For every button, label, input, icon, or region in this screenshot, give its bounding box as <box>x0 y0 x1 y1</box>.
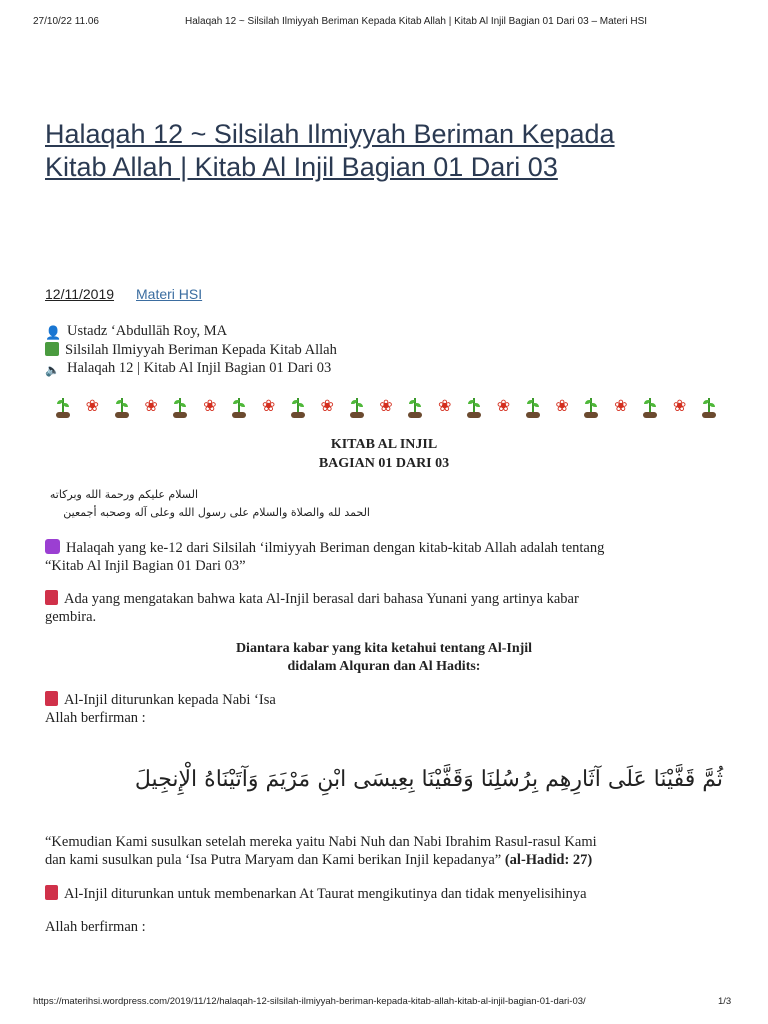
maple-leaf-icon: ❀ <box>496 396 511 415</box>
red-book-icon <box>45 885 58 900</box>
arabic-hamdalah: الحمد لله والصلاة والسلام على رسول الله وعلى آله وصحبه أجمعين <box>63 506 370 519</box>
print-page-number: 1/3 <box>718 996 732 1007</box>
translation-reference: (al-Hadid: 27) <box>504 852 593 868</box>
subheading-line2: didalam Alquran dan Al Hadits: <box>287 659 481 674</box>
translation-line2 <box>45 851 592 869</box>
allah-berfirman: Allah berfirman : <box>45 919 146 935</box>
seedling-icon <box>526 394 540 418</box>
paragraph-intro <box>45 539 604 557</box>
print-url: https://materihsi.wordpress.com/2019/11/12/halaqah-12-silsilah-ilmiyyah-beriman-kepada-kitab-allah-kitab-al-injil-bagian-01-dari-03/ <box>33 996 586 1007</box>
ustadz-name: Ustadz ‘Abdullāh Roy, MA <box>67 323 228 339</box>
green-book-icon <box>45 342 59 356</box>
revelation-line2: Allah berfirman : <box>45 710 146 726</box>
series-name: Silsilah Ilmiyyah Beriman Kepada Kitab Allah <box>65 342 337 358</box>
seedling-icon <box>467 394 481 418</box>
info-halaqah <box>45 359 331 377</box>
maple-leaf-icon: ❀ <box>379 396 393 415</box>
maple-leaf-icon: ❀ <box>437 396 452 415</box>
maple-leaf-icon: ❀ <box>320 396 334 415</box>
etymology-line1: Ada yang mengatakan bahwa kata Al-Injil berasal dari bahasa Yunani yang artinya kabar <box>64 591 579 607</box>
arabic-salam: السلام عليكم ورحمة الله وبركاته <box>49 488 198 501</box>
print-datetime: 27/10/22 11.06 <box>33 16 99 27</box>
seedling-icon <box>232 394 246 418</box>
seedling-icon <box>702 394 716 418</box>
paragraph-confirmation <box>45 885 587 903</box>
maple-leaf-icon: ❀ <box>555 396 569 415</box>
section-heading-line1: KITAB AL INJIL <box>330 437 438 452</box>
seedling-icon <box>56 394 70 418</box>
speaker-icon: 🔈 <box>45 363 60 377</box>
quran-verse: ثُمَّ قَفَّيْنَا عَلَى آثَارِهِم بِرُسُلِنَا وَقَفَّيْنَا بِعِيسَى ابْنِ مَرْيَمَ وَآتَيْنَاهُ الْإِنجِيلَ <box>134 767 723 792</box>
info-series <box>45 341 337 359</box>
post-category-link[interactable]: Materi HSI <box>136 286 203 302</box>
seedling-divider <box>56 388 716 418</box>
intro-line2: “Kitab Al Injil Bagian 01 Dari 03” <box>45 558 246 574</box>
translation-line1: “Kemudian Kami susulkan setelah mereka yaitu Nabi Nuh dan Nabi Ibrahim Rasul-rasul Kami <box>45 834 597 850</box>
post-title[interactable] <box>45 118 685 184</box>
translation-text: dan kami susulkan pula ‘Isa Putra Maryam dan Kami berikan Injil kepadanya” <box>45 852 502 868</box>
seedling-icon <box>173 394 187 418</box>
paragraph-revelation <box>45 691 276 709</box>
paragraph-etymology <box>45 590 579 608</box>
maple-leaf-icon: ❀ <box>261 396 276 415</box>
maple-leaf-icon: ❀ <box>144 396 158 415</box>
subheading-line1: Diantara kabar yang kita ketahui tentang Al-Injil <box>235 641 533 656</box>
post-title-line2[interactable]: Kitab Allah | Kitab Al Injil Bagian 01 Dari 03 <box>45 152 558 182</box>
post-title-line1[interactable]: Halaqah 12 ~ Silsilah Ilmiyyah Beriman Kepada <box>45 119 615 149</box>
section-heading-line2: BAGIAN 01 DARI 03 <box>318 456 450 471</box>
intro-line1: Halaqah yang ke-12 dari Silsilah ‘ilmiyyah Beriman dengan kitab-kitab Allah adalah tentang <box>66 540 605 556</box>
print-page-title: Halaqah 12 ~ Silsilah Ilmiyyah Beriman Kepada Kitab Allah | Kitab Al Injil Bagian 01 Dari 03 – Materi HSI <box>185 16 648 27</box>
seedling-icon <box>350 394 364 418</box>
info-ustadz <box>45 322 227 340</box>
red-book-icon <box>45 590 58 605</box>
confirmation-text: Al-Injil diturunkan untuk membenarkan At Taurat mengikutinya dan tidak menyelisihinya <box>64 886 587 902</box>
seedling-icon <box>584 394 598 418</box>
maple-leaf-icon: ❀ <box>85 396 100 415</box>
revelation-line1: Al-Injil diturunkan kepada Nabi ‘Isa <box>64 692 276 708</box>
seedling-icon <box>408 394 422 418</box>
red-book-icon <box>45 691 58 706</box>
bust-in-silhouette-icon: 👤 <box>45 326 62 341</box>
halaqah-name: Halaqah 12 | Kitab Al Injil Bagian 01 Dari 03 <box>67 360 332 376</box>
seedling-icon <box>291 394 305 418</box>
maple-leaf-icon: ❀ <box>614 396 628 415</box>
maple-leaf-icon: ❀ <box>203 396 217 415</box>
maple-leaf-icon: ❀ <box>672 396 687 415</box>
seedling-icon <box>643 394 657 418</box>
seedling-icon <box>115 394 129 418</box>
crescent-moon-icon <box>45 539 60 554</box>
post-date[interactable]: 12/11/2019 <box>45 286 115 302</box>
etymology-line2: gembira. <box>45 609 97 625</box>
